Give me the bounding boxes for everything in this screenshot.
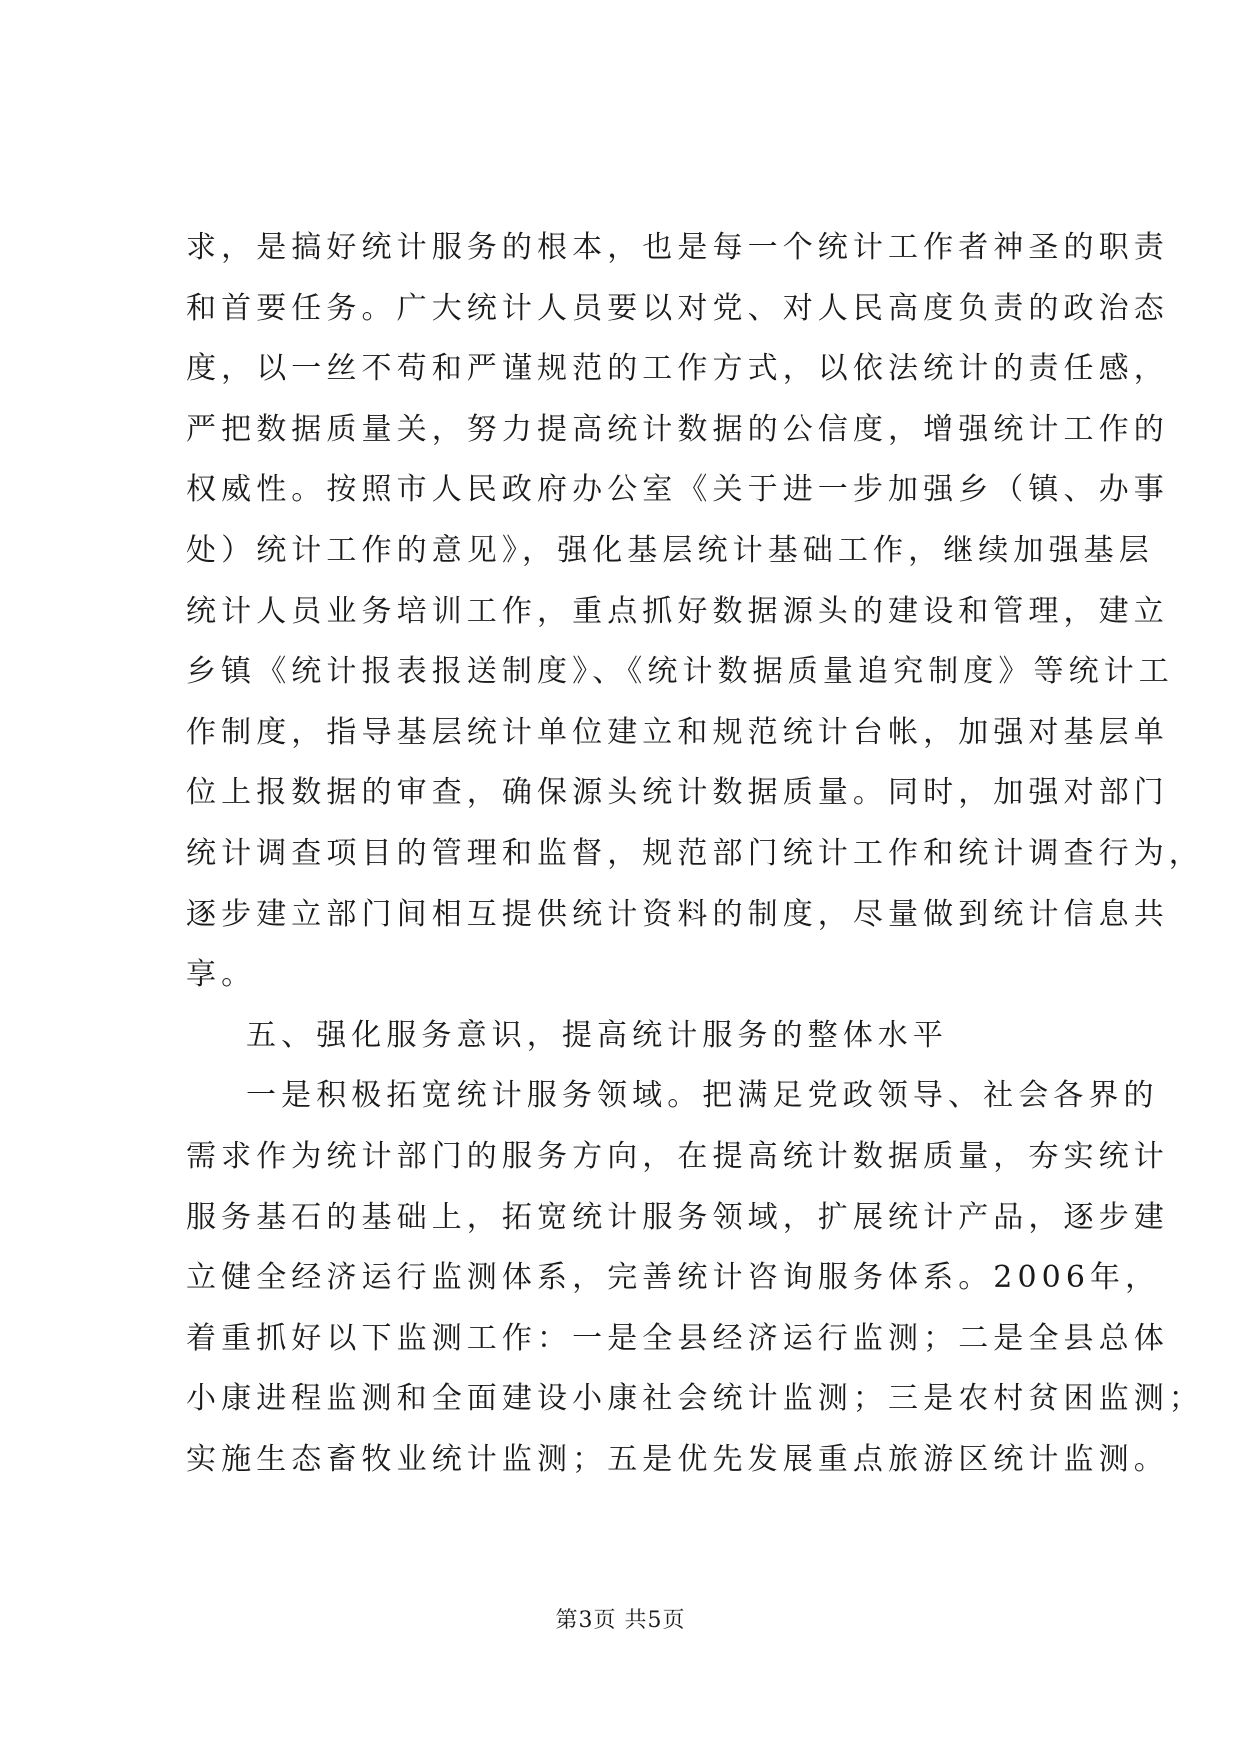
body-line: 需求作为统计部门的服务方向，在提高统计数据质量，夯实统计 [186,1138,1169,1174]
body-line: 权威性。按照市人民政府办公室《关于进一步加强乡（镇、办事 [186,472,1169,508]
body-line: 作制度，指导基层统计单位建立和规范统计台帐，加强对基层单 [186,714,1169,750]
body-line: 统计调查项目的管理和监督，规范部门统计工作和统计调查行为， [186,835,1204,871]
body-line: 统计人员业务培训工作，重点抓好数据源头的建设和管理，建立 [186,593,1169,629]
body-line: 和首要任务。广大统计人员要以对党、对人民高度负责的政治态 [186,290,1169,326]
body-line: 着重抓好以下监测工作：一是全县经济运行监测；二是全县总体 [186,1320,1169,1356]
body-line: 度，以一丝不苟和严谨规范的工作方式，以依法统计的责任感， [186,351,1169,387]
body-line: 立健全经济运行监测体系，完善统计咨询服务体系。2006年， [186,1260,1161,1296]
body-line: 严把数据质量关，努力提高统计数据的公信度，增强统计工作的 [186,411,1169,447]
body-line: 逐步建立部门间相互提供统计资料的制度，尽量做到统计信息共 [186,896,1169,932]
body-line: 享。 [186,957,257,993]
paragraph-first-line: 一是积极拓宽统计服务领域。把满足党政领导、社会各界的 [246,1078,1159,1114]
body-line: 求，是搞好统计服务的根本，也是每一个统计工作者神圣的职责 [186,230,1169,265]
body-line: 实施生态畜牧业统计监测；五是优先发展重点旅游区统计监测。 [186,1441,1169,1477]
body-line: 服务基石的基础上，拓宽统计服务领域，扩展统计产品，逐步建 [186,1199,1169,1235]
section-heading: 五、强化服务意识，提高统计服务的整体水平 [246,1017,948,1053]
body-line: 位上报数据的审查，确保源头统计数据质量。同时，加强对部门 [186,775,1169,811]
body-line: 乡镇《统计报表报送制度》、《统计数据质量追究制度》等统计工 [186,654,1174,690]
body-line: 小康进程监测和全面建设小康社会统计监测；三是农村贫困监测； [186,1381,1204,1417]
document-body [186,227,1204,1499]
body-line: 处）统计工作的意见》，强化基层统计基础工作，继续加强基层 [186,532,1154,568]
page-number-footer: 第3页 共5页 [555,1608,686,1633]
